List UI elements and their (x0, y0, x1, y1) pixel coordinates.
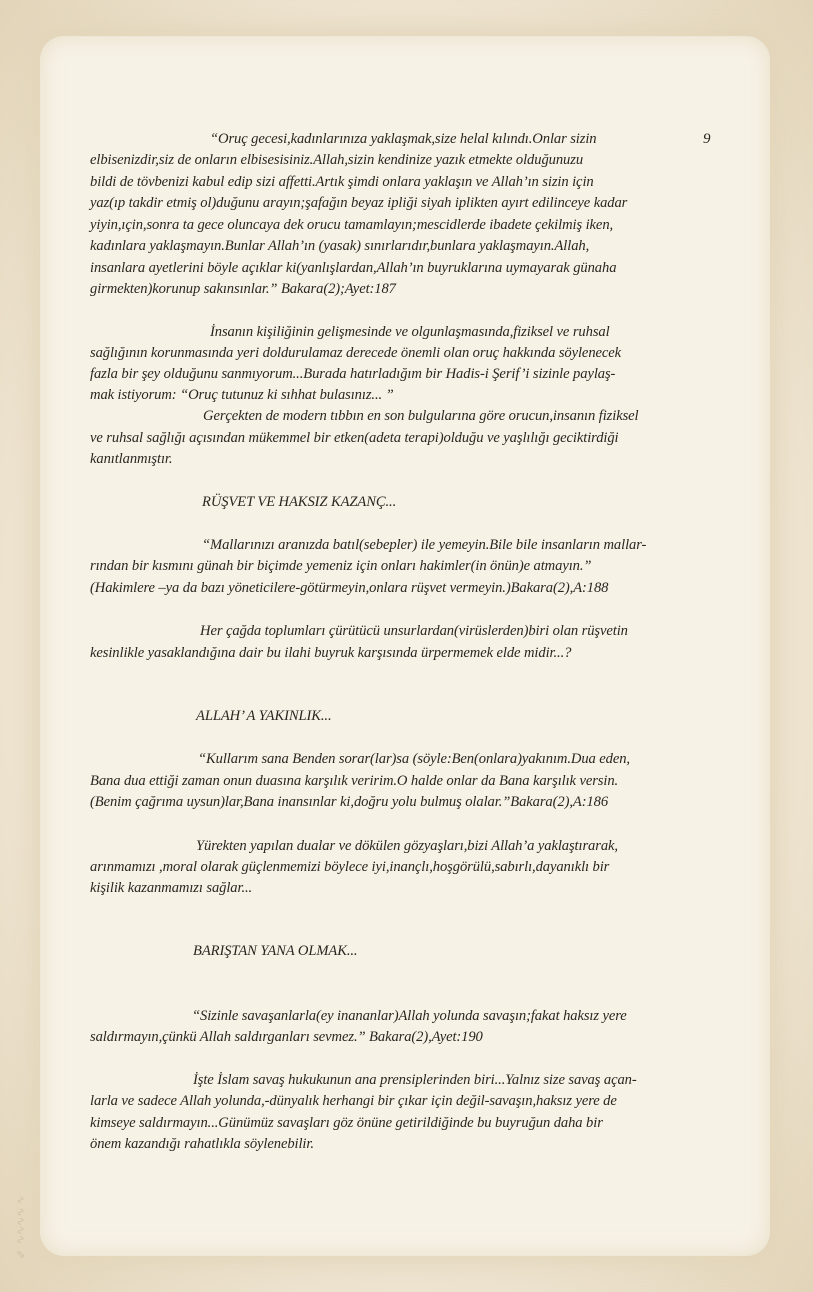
text-line: saldırmayın,çünkü Allah saldırganları sevmez.” Bakara(2),Ayet:190 (90, 1029, 483, 1045)
text-line: “Kullarım sana Benden sorar(lar)sa (söyle:Ben(onlara)yakınım.Dua eden, (198, 751, 630, 767)
section-heading: RÜŞVET VE HAKSIZ KAZANÇ... (202, 494, 397, 510)
text-line: Bana dua ettiği zaman onun duasına karşılık veririm.O halde onlar da Bana karşılık versin. (90, 773, 619, 789)
text-line: ve ruhsal sağlığı açısından mükemmel bir etken(adeta terapi)olduğu ve yaşlılığı geciktirdiği (90, 430, 619, 446)
text-line: elbisenizdir,siz de onların elbisesisiniz.Allah,sizin kendinize yazık etmekte olduğunuzu (90, 152, 584, 168)
faded-signature: ✎ ∿∿∿∿ ∿ (15, 1195, 27, 1260)
text-line: (Hakimlere –ya da bazı yöneticilere-götürmeyin,onlara rüşvet vermeyin.)Bakara(2),A:188 (90, 580, 609, 596)
text-line: bildi de tövbenizi kabul edip sizi affetti.Artık şimdi onlara yaklaşın ve Allah’ın sizin için (90, 174, 594, 190)
text-line: kimseye saldırmayın...Günümüz savaşları göz önüne getirildiğinde bu buyruğun daha bir (90, 1115, 603, 1131)
text-line: rından bir kısmını günah bir biçimde yemeniz için onları hakimler(in önün)e atmayın.” (90, 558, 592, 574)
text-line: Yürekten yapılan dualar ve dökülen gözyaşları,bizi Allah’a yaklaştırarak, (196, 838, 618, 854)
text-line: larla ve sadece Allah yolunda,-dünyalık herhangi bir çıkar için değil-savaşın,haksız yere de (90, 1093, 617, 1109)
text-line: girmekten)korunup sakınsınlar.” Bakara(2);Ayet:187 (90, 281, 396, 297)
text-line: sağlığının korunmasında yeri doldurulamaz derecede önemli olan oruç hakkında söylenecek (90, 345, 622, 361)
text-line: kesinlikle yasaklandığına dair bu ilahi buyruk karşısında ürpermemek elde midir...? (90, 645, 572, 661)
text-line: insanlara ayetlerini böyle açıklar ki(yanlışlardan,Allah’ın buyruklarına uymayarak günaha (90, 260, 617, 276)
text-line: mak istiyorum: “Oruç tutunuz ki sıhhat bulasınız... ” (90, 387, 394, 403)
text-line: önem kazandığı rahatlıkla söylenebilir. (90, 1136, 314, 1152)
text-line: (Benim çağrıma uysun)lar,Bana inansınlar ki,doğru yolu bulmuş olalar.”Bakara(2),A:186 (90, 794, 609, 810)
text-line: fazla bir şey olduğunu sanmıyorum...Burada hatırladığım bir Hadis-i Şerif’i sizinle paylaş- (90, 366, 616, 382)
text-line: “Sizinle savaşanlarla(ey inananlar)Allah yolunda savaşın;fakat haksız yere (192, 1008, 627, 1024)
text-line: “Mallarınızı aranızda batıl(sebepler) ile yemeyin.Bile bile insanların mallar- (202, 537, 647, 553)
text-line: İşte İslam savaş hukukunun ana prensiplerinden biri...Yalnız size savaş açan- (193, 1072, 637, 1088)
section-heading: ALLAH’ A YAKINLIK... (196, 708, 332, 724)
text-line: kanıtlanmıştır. (90, 451, 173, 467)
text-line: yiyin,ıçin,sonra ta gece oluncaya dek orucu tamamlayın;mescidlerde ibadete çekilmiş iken, (90, 217, 614, 233)
text-line: Gerçekten de modern tıbbın en son bulgularına göre orucun,insanın fiziksel (203, 408, 639, 424)
text-line: “Oruç gecesi,kadınlarınıza yaklaşmak,size helal kılındı.Onlar sizin (210, 131, 597, 147)
text-line: yaz(ıp takdir etmiş ol)duğunu arayın;şafağın beyaz ipliği siyah iplikten ayırt edilinceye kadar (90, 195, 628, 211)
section-heading: BARIŞTAN YANA OLMAK... (193, 943, 358, 959)
text-line: arınmamızı ,moral olarak güçlenmemizi böylece iyi,inançlı,hoşgörülü,sabırlı,dayanıklı bir (90, 859, 610, 875)
text-line: Her çağda toplumları çürütücü unsurlardan(virüslerden)biri olan rüşvetin (200, 623, 628, 639)
page-number: 9 (703, 131, 711, 147)
text-line: kadınlara yaklaşmayın.Bunlar Allah’ın (yasak) sınırlarıdır,bunlara yaklaşmayın.Allah, (90, 238, 590, 254)
text-line: kişilik kazanmamızı sağlar... (90, 880, 253, 896)
text-line: İnsanın kişiliğinin gelişmesinde ve olgunlaşmasında,fiziksel ve ruhsal (210, 324, 610, 340)
